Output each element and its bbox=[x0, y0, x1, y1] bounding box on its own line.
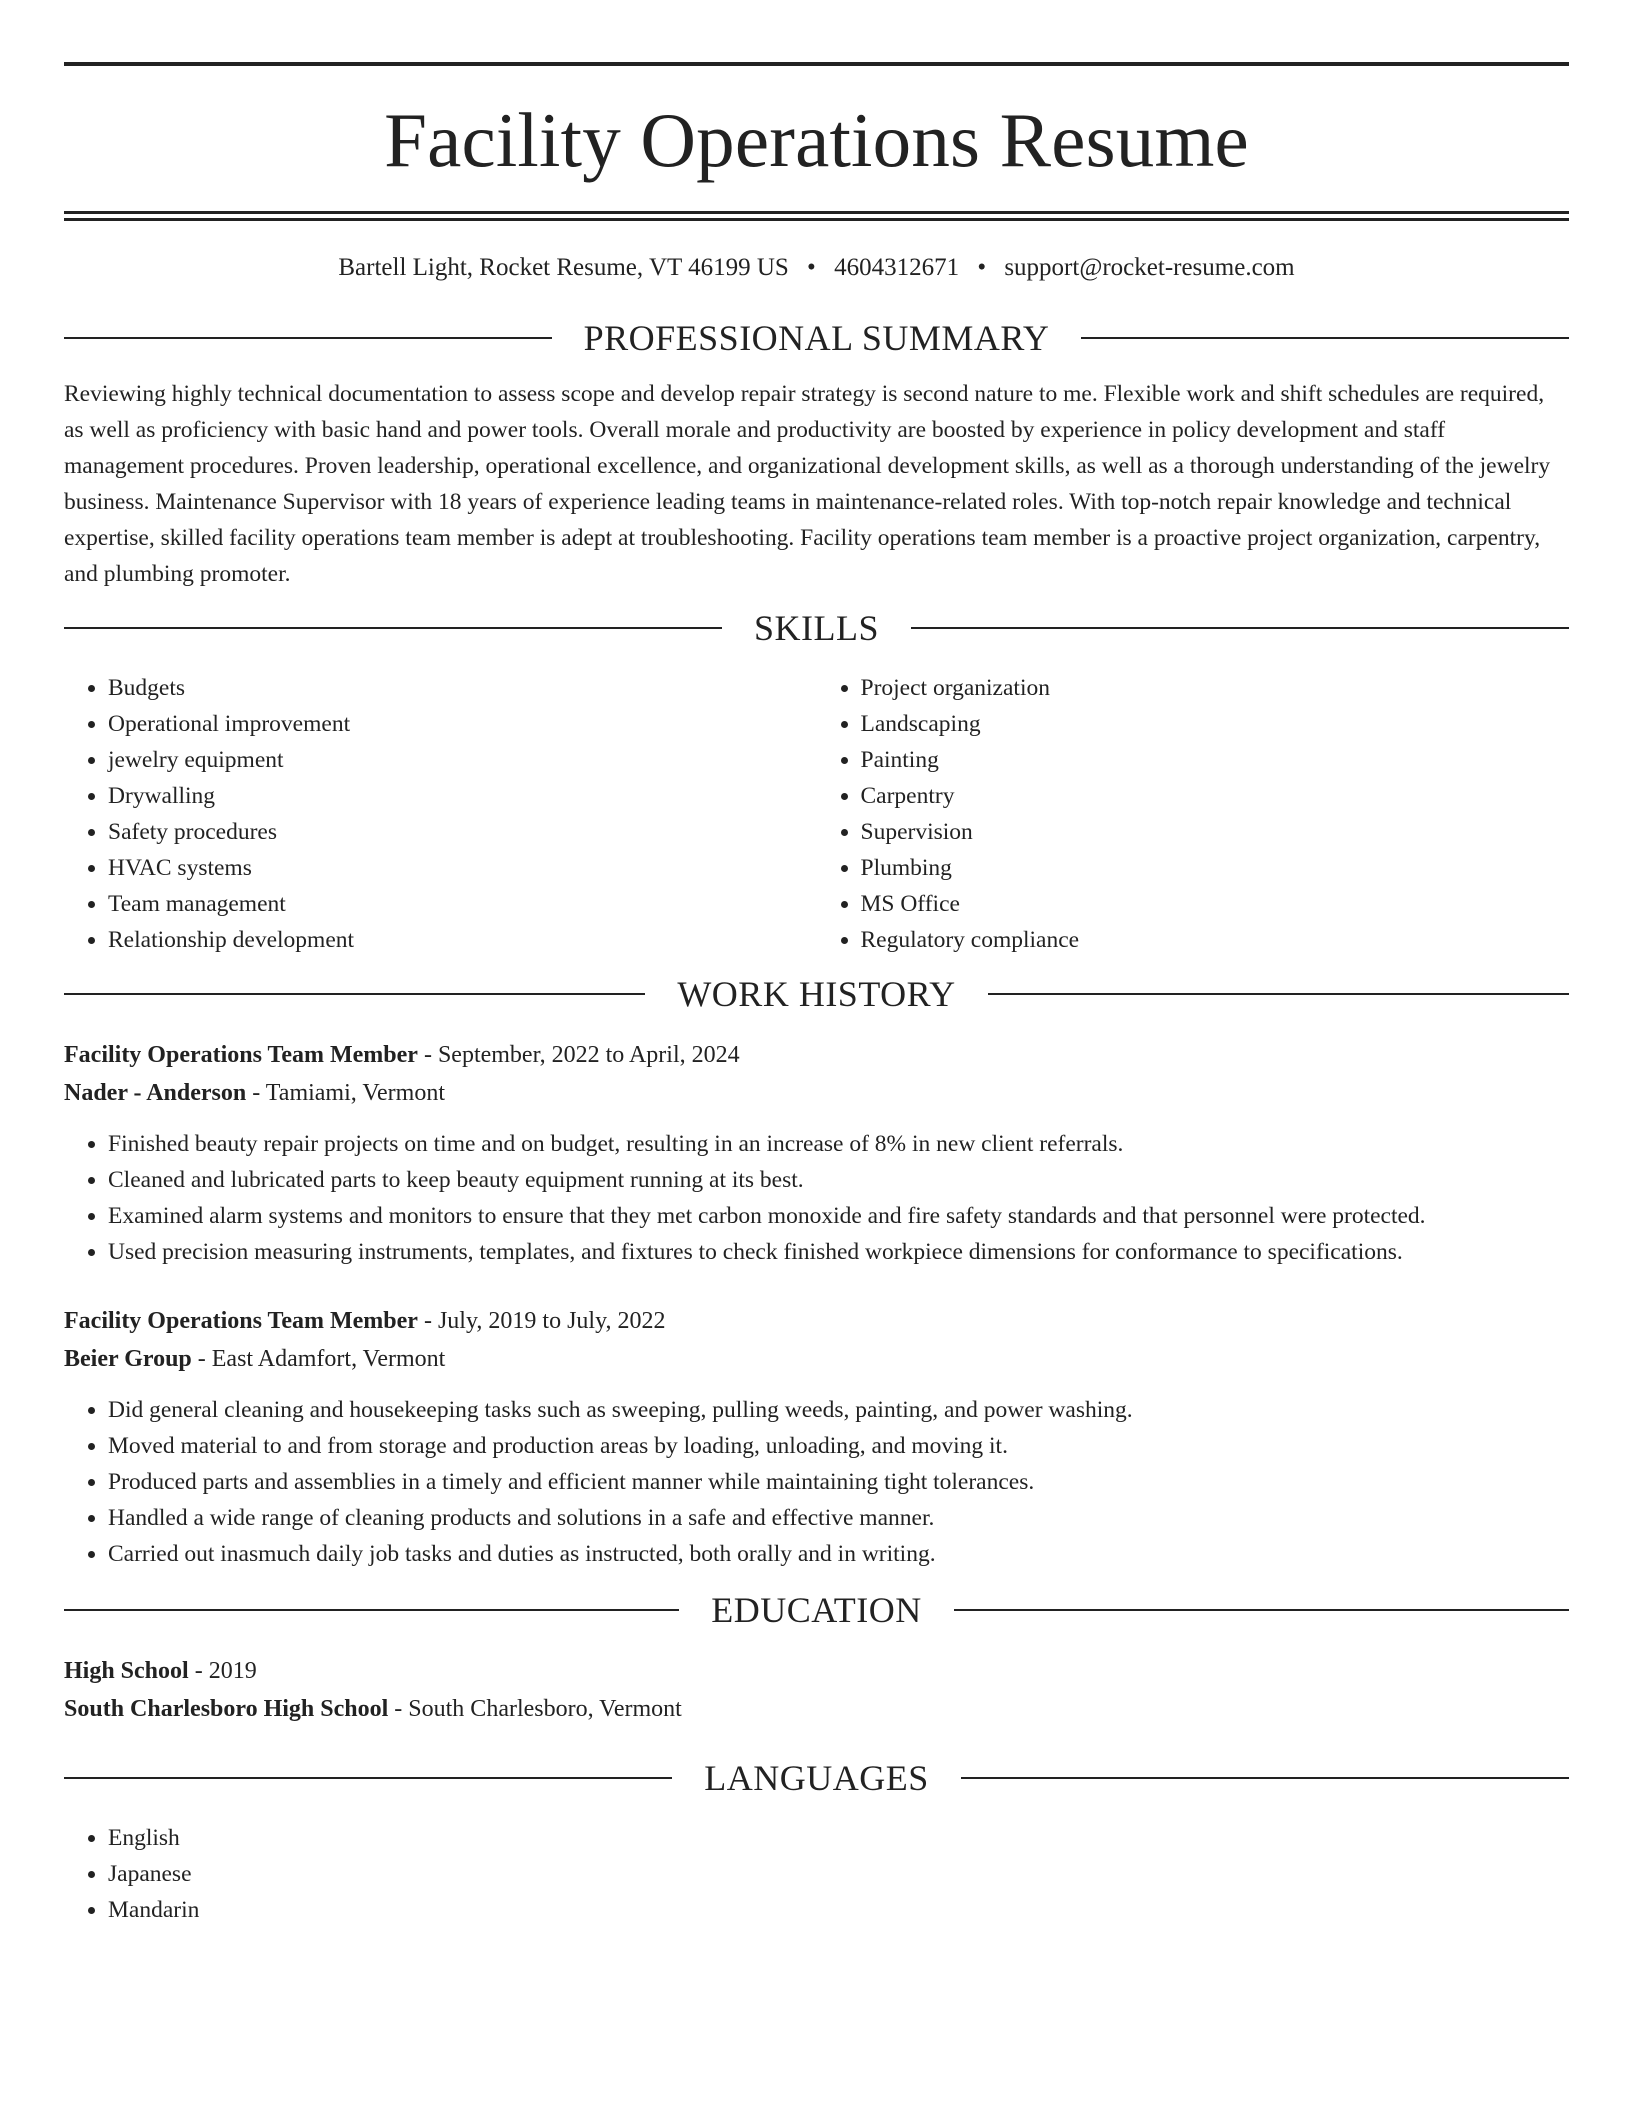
job-bullet: • Moved material to and from storage and production areas by loading, unloading, and moving it. bbox=[108, 1428, 1569, 1464]
heading-rule bbox=[64, 993, 645, 995]
heading-rule bbox=[64, 1777, 672, 1779]
job-dates: - September, 2022 to April, 2024 bbox=[417, 1042, 740, 1068]
job-dates: - July, 2019 to July, 2022 bbox=[417, 1308, 666, 1334]
job-bullets bbox=[64, 1392, 1569, 1572]
job-title-line bbox=[64, 1036, 1569, 1074]
contact-address: Bartell Light, Rocket Resume, VT 46199 US bbox=[338, 254, 789, 281]
job-entry bbox=[64, 1036, 1569, 1270]
resume-page bbox=[64, 62, 1569, 1928]
education-section-heading bbox=[64, 1592, 1569, 1628]
summary-section-heading bbox=[64, 320, 1569, 356]
contact-separator: • bbox=[977, 254, 987, 281]
languages-section-heading bbox=[64, 1760, 1569, 1796]
skill-item: • Safety procedures bbox=[108, 814, 817, 850]
work-heading: WORK HISTORY bbox=[677, 974, 956, 1014]
job-bullet: • Used precision measuring instruments, templates, and fixtures to check finished workpiece dimensions for conformance to specifications. bbox=[108, 1234, 1569, 1270]
education-heading: EDUCATION bbox=[711, 1590, 922, 1630]
skill-item: • Relationship development bbox=[108, 922, 817, 958]
job-bullet: • Examined alarm systems and monitors to ensure that they met carbon monoxide and fire safety standards and that personnel were protected. bbox=[108, 1198, 1569, 1234]
skills-section-heading bbox=[64, 610, 1569, 646]
skill-item: • Budgets bbox=[108, 670, 817, 706]
job-bullet: • Produced parts and assemblies in a timely and efficient manner while maintaining tight tolerances. bbox=[108, 1464, 1569, 1500]
language-item: • Mandarin bbox=[108, 1892, 1569, 1928]
skills-column-left bbox=[64, 670, 817, 958]
skill-item: • Team management bbox=[108, 886, 817, 922]
skill-item: • Operational improvement bbox=[108, 706, 817, 742]
heading-rule bbox=[64, 627, 722, 629]
job-title: Facility Operations Team Member bbox=[64, 1308, 418, 1334]
education-location: - South Charlesboro, Vermont bbox=[388, 1696, 682, 1722]
contact-phone: 4604312671 bbox=[834, 254, 960, 281]
top-rule bbox=[64, 62, 1569, 66]
job-bullet: • Did general cleaning and housekeeping tasks such as sweeping, pulling weeds, painting, and power washing. bbox=[108, 1392, 1569, 1428]
work-section-heading bbox=[64, 976, 1569, 1012]
heading-rule bbox=[911, 627, 1569, 629]
languages-heading: LANGUAGES bbox=[704, 1758, 929, 1798]
skill-item: • MS Office bbox=[861, 886, 1570, 922]
heading-rule bbox=[961, 1777, 1569, 1779]
language-item: • English bbox=[108, 1820, 1569, 1856]
skill-item: • Landscaping bbox=[861, 706, 1570, 742]
language-item: • Japanese bbox=[108, 1856, 1569, 1892]
job-bullets bbox=[64, 1126, 1569, 1270]
skill-item: • Painting bbox=[861, 742, 1570, 778]
job-location: - East Adamfort, Vermont bbox=[191, 1346, 446, 1372]
job-entry bbox=[64, 1302, 1569, 1572]
heading-rule bbox=[64, 1609, 679, 1611]
heading-rule bbox=[954, 1609, 1569, 1611]
job-company: Nader - Anderson bbox=[64, 1080, 247, 1106]
skills-list bbox=[64, 670, 1569, 958]
skill-item: • Carpentry bbox=[861, 778, 1570, 814]
job-bullet: • Finished beauty repair projects on time and on budget, resulting in an increase of 8% in new client referrals. bbox=[108, 1126, 1569, 1162]
skill-item: • Regulatory compliance bbox=[861, 922, 1570, 958]
job-title: Facility Operations Team Member bbox=[64, 1042, 418, 1068]
job-bullet: • Carried out inasmuch daily job tasks and duties as instructed, both orally and in writing. bbox=[108, 1536, 1569, 1572]
education-entry bbox=[64, 1652, 1569, 1728]
skills-heading: SKILLS bbox=[754, 608, 880, 648]
job-company: Beier Group bbox=[64, 1346, 192, 1372]
education-degree: High School bbox=[64, 1658, 189, 1684]
education-year: - 2019 bbox=[188, 1658, 257, 1684]
education-school: South Charlesboro High School bbox=[64, 1696, 389, 1722]
skills-column-right bbox=[817, 670, 1570, 958]
skill-item: • HVAC systems bbox=[108, 850, 817, 886]
skill-item: • Supervision bbox=[861, 814, 1570, 850]
skill-item: • jewelry equipment bbox=[108, 742, 817, 778]
skill-item: • Drywalling bbox=[108, 778, 817, 814]
skill-item: • Project organization bbox=[861, 670, 1570, 706]
summary-heading: PROFESSIONAL SUMMARY bbox=[583, 318, 1050, 358]
job-bullet: • Handled a wide range of cleaning products and solutions in a safe and effective manner. bbox=[108, 1500, 1569, 1536]
job-location: - Tamiami, Vermont bbox=[246, 1080, 445, 1106]
heading-rule bbox=[64, 337, 552, 339]
contact-email: support@rocket-resume.com bbox=[1004, 254, 1295, 281]
skill-item: • Plumbing bbox=[861, 850, 1570, 886]
heading-rule bbox=[1081, 337, 1569, 339]
education-degree-line bbox=[64, 1652, 1569, 1690]
contact-line bbox=[64, 255, 1569, 280]
resume-title: Facility Operations Resume bbox=[384, 97, 1249, 183]
education-school-line bbox=[64, 1690, 1569, 1728]
job-company-line bbox=[64, 1074, 1569, 1112]
job-company-line bbox=[64, 1340, 1569, 1378]
summary-text: Reviewing highly technical documentation to assess scope and develop repair strategy is second nature to me. Flexible work and shift schedules are required, as well as proficiency with basic hand and power tools. Overall morale and productivity are boosted by experience in policy development and staff management procedures. Proven leadership, operational excellence, and organizational development skills, as well as a thorough understanding of the jewelry business. Maintenance Supervisor with 18 years of experience leading teams in maintenance-related roles. With top-notch repair knowledge and technical expertise, skilled facility operations team member is adept at troubleshooting. Facility operations team member is a proactive project organization, carpentry, and plumbing promoter. bbox=[64, 381, 1551, 587]
job-bullet: • Cleaned and lubricated parts to keep beauty equipment running at its best. bbox=[108, 1162, 1569, 1198]
title-double-rule bbox=[64, 211, 1569, 221]
contact-separator: • bbox=[807, 254, 816, 281]
heading-rule bbox=[988, 993, 1569, 995]
job-title-line bbox=[64, 1302, 1569, 1340]
languages-list bbox=[64, 1820, 1569, 1928]
